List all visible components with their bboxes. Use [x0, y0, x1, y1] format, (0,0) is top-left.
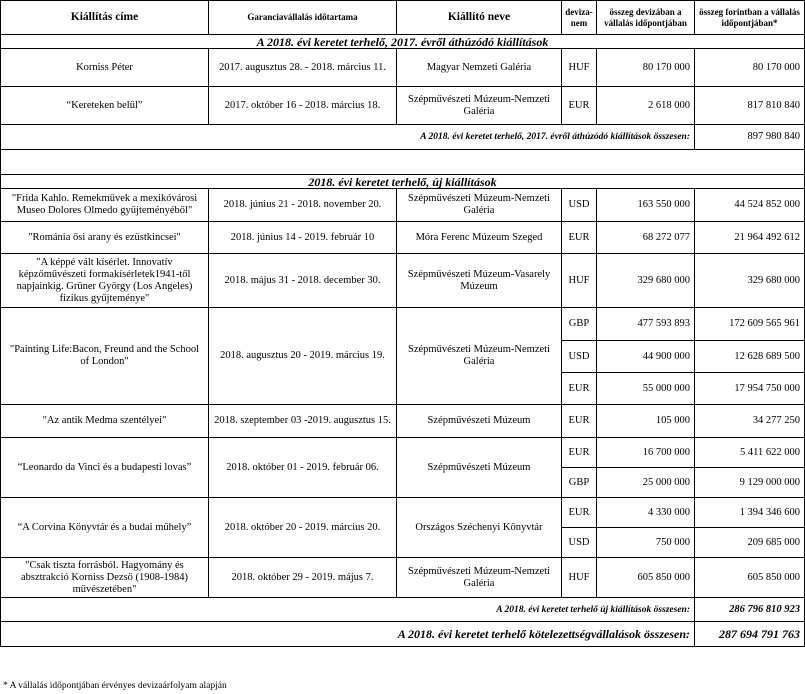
cell-title: "Csak tiszta forrásból. Hagyomány és absztrakció Korniss Dezső (1908-1984) művészetében"	[1, 558, 209, 598]
cell-amount-huf: 12 628 689 500	[695, 341, 805, 373]
cell-currency: USD	[562, 528, 597, 558]
cell-exhibitor: Szépművészeti Múzeum-Nemzeti Galéria	[397, 87, 562, 125]
cell-amount-huf: 80 170 000	[695, 49, 805, 87]
cell-exhibitor: Szépművészeti Múzeum	[397, 438, 562, 498]
cell-amount-fx: 80 170 000	[597, 49, 695, 87]
cell-amount-fx: 163 550 000	[597, 189, 695, 222]
footnote: * A vállalás időpontjában érvényes devizaárfolyam alapján	[3, 681, 227, 691]
cell-period: 2018. június 14 - 2019. február 10	[209, 222, 397, 254]
cell-currency: HUF	[562, 49, 597, 87]
cell-exhibitor: Szépművészeti Múzeum-Nemzeti Galéria	[397, 308, 562, 405]
header-row	[1, 1, 805, 35]
cell-exhibitor: Szépművészeti Múzeum-Nemzeti Galéria	[397, 189, 562, 222]
section1-subtotal-row	[1, 125, 805, 150]
cell-amount-fx: 16 700 000	[597, 438, 695, 468]
cell-amount-huf: 329 680 000	[695, 254, 805, 308]
cell-exhibitor: Szépművészeti Múzeum-Vasarely Múzeum	[397, 254, 562, 308]
section2-title: 2018. évi keretet terhelő, új kiállítások	[1, 175, 805, 189]
cell-amount-fx: 329 680 000	[597, 254, 695, 308]
cell-title: "A képpé vált kísérlet. Innovatív képzőművészeti formakísérletek1941-től napjainkig. Grüner György (Los Angeles) fizikus gyűjteménye"	[1, 254, 209, 308]
cell-currency: HUF	[562, 558, 597, 598]
cell-title: "Frida Kahlo. Remekművek a mexikóvárosi Museo Dolores Olmedo gyűjteményéből"	[1, 189, 209, 222]
cell-exhibitor: Magyar Nemzeti Galéria	[397, 49, 562, 87]
cell-period: 2018. október 20 - 2019. március 20.	[209, 498, 397, 558]
section1-subtotal-value: 897 980 840	[695, 125, 805, 150]
cell-amount-huf: 9 129 000 000	[695, 468, 805, 498]
grand-total-row	[1, 622, 805, 647]
cell-amount-huf: 605 850 000	[695, 558, 805, 598]
header-title: Kiállítás címe	[1, 1, 209, 35]
table-row	[1, 405, 805, 438]
grand-total-label: A 2018. évi keretet terhelő kötelezettségvállalások összesen:	[1, 622, 695, 647]
section1-subtotal-label: A 2018. évi keretet terhelő, 2017. évről áthúzódó kiállítások összesen:	[1, 125, 695, 150]
cell-period: 2018. október 01 - 2019. február 06.	[209, 438, 397, 498]
cell-currency: EUR	[562, 498, 597, 528]
cell-period: 2018. május 31 - 2018. december 30.	[209, 254, 397, 308]
cell-amount-huf: 209 685 000	[695, 528, 805, 558]
cell-currency: EUR	[562, 438, 597, 468]
cell-currency: EUR	[562, 87, 597, 125]
cell-amount-huf: 17 954 750 000	[695, 373, 805, 405]
section2-subtotal-label: A 2018. évi keretet terhelő új kiállítások összesen:	[1, 598, 695, 622]
cell-amount-fx: 2 618 000	[597, 87, 695, 125]
cell-currency: USD	[562, 341, 597, 373]
cell-currency: EUR	[562, 405, 597, 438]
cell-title: "Az antik Medma szentélyei"	[1, 405, 209, 438]
cell-amount-huf: 172 609 565 961	[695, 308, 805, 341]
cell-period: 2018. június 21 - 2018. november 20.	[209, 189, 397, 222]
cell-amount-huf: 21 964 492 612	[695, 222, 805, 254]
spacer-row	[1, 150, 805, 175]
section2-subtotal-row	[1, 598, 805, 622]
cell-currency: GBP	[562, 308, 597, 341]
cell-currency: USD	[562, 189, 597, 222]
cell-period: 2017. augusztus 28. - 2018. március 11.	[209, 49, 397, 87]
table-row	[1, 438, 805, 468]
cell-amount-fx: 750 000	[597, 528, 695, 558]
table-row	[1, 222, 805, 254]
cell-currency: EUR	[562, 373, 597, 405]
cell-amount-huf: 5 411 622 000	[695, 438, 805, 468]
cell-amount-fx: 55 000 000	[597, 373, 695, 405]
cell-amount-huf: 1 394 346 600	[695, 498, 805, 528]
cell-amount-fx: 477 593 893	[597, 308, 695, 341]
table-row	[1, 189, 805, 222]
table-row	[1, 254, 805, 308]
cell-amount-fx: 4 330 000	[597, 498, 695, 528]
cell-amount-fx: 25 000 000	[597, 468, 695, 498]
cell-amount-fx: 605 850 000	[597, 558, 695, 598]
table-row	[1, 49, 805, 87]
cell-currency: HUF	[562, 254, 597, 308]
table-row	[1, 498, 805, 528]
cell-amount-fx: 105 000	[597, 405, 695, 438]
cell-period: 2018. augusztus 20 - 2019. március 19.	[209, 308, 397, 405]
table-row	[1, 87, 805, 125]
cell-currency: GBP	[562, 468, 597, 498]
cell-amount-huf: 817 810 840	[695, 87, 805, 125]
cell-title: "Románia ősi arany és ezüstkincsei"	[1, 222, 209, 254]
header-amount-fx: összeg devizában a vállalás időpontjában	[597, 1, 695, 35]
cell-exhibitor: Szépművészeti Múzeum	[397, 405, 562, 438]
section2-title-row	[1, 175, 805, 189]
cell-currency: EUR	[562, 222, 597, 254]
cell-exhibitor: Móra Ferenc Múzeum Szeged	[397, 222, 562, 254]
section2-subtotal-value: 286 796 810 923	[695, 598, 805, 622]
cell-period: 2018. október 29 - 2019. május 7.	[209, 558, 397, 598]
table-row	[1, 308, 805, 341]
section1-title: A 2018. évi keretet terhelő, 2017. évről áthúzódó kiállítások	[1, 35, 805, 49]
header-amount-huf: összeg forintban a vállalás időpontjában*	[695, 1, 805, 35]
cell-amount-huf: 34 277 250	[695, 405, 805, 438]
header-currency: deviza-nem	[562, 1, 597, 35]
cell-amount-fx: 68 272 077	[597, 222, 695, 254]
cell-exhibitor: Országos Széchenyi Könyvtár	[397, 498, 562, 558]
grand-total-value: 287 694 791 763	[695, 622, 805, 647]
cell-title: “A Corvina Könyvtár és a budai műhely”	[1, 498, 209, 558]
cell-title: “Leonardo da Vinci és a budapesti lovas”	[1, 438, 209, 498]
table-row	[1, 558, 805, 598]
cell-period: 2017. október 16 - 2018. március 18.	[209, 87, 397, 125]
cell-title: "Painting Life:Bacon, Freund and the School of London"	[1, 308, 209, 405]
cell-period: 2018. szeptember 03 -2019. augusztus 15.	[209, 405, 397, 438]
cell-exhibitor: Szépművészeti Múzeum-Nemzeti Galéria	[397, 558, 562, 598]
cell-title: “Kereteken belül”	[1, 87, 209, 125]
cell-title: Korniss Péter	[1, 49, 209, 87]
cell-amount-fx: 44 900 000	[597, 341, 695, 373]
spacer-cell	[1, 150, 805, 175]
cell-amount-huf: 44 524 852 000	[695, 189, 805, 222]
header-period: Garanciavállalás időtartama	[209, 1, 397, 35]
header-exhibitor: Kiállító neve	[397, 1, 562, 35]
section1-title-row	[1, 35, 805, 49]
